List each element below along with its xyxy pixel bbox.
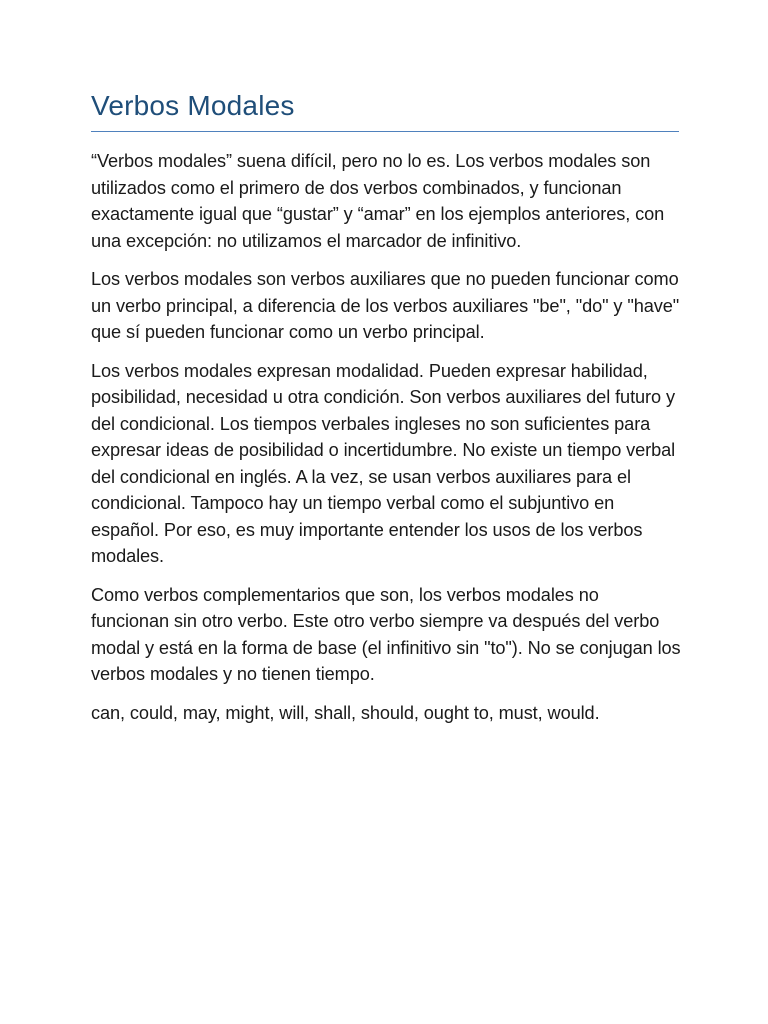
- title-underline: [91, 131, 679, 132]
- page-title: Verbos Modales: [91, 90, 295, 121]
- document-page: [91, 86, 681, 738]
- paragraph-modal-list: can, could, may, might, will, shall, should, ought to, must, would.: [91, 702, 600, 723]
- paragraph-modality: Los verbos modales expresan modalidad. Pueden expresar habilidad, posibilidad, necesidad u otra condición. Son verbos auxiliares del futuro y del condicional. Los tiempos verbales ingleses no son suficientes para expresar ideas de posibilidad o incertidumbre. No existe un tiempo verbal del condicional en inglés. A la vez, se usan verbos auxiliares para el condicional. Tampoco hay un tiempo verbal como el subjuntivo en español. Por eso, es muy importante entender los usos de los verbos modales.: [91, 360, 676, 566]
- paragraph-auxiliary: Los verbos modales son verbos auxiliares que no pueden funcionar como un verbo principal, a diferencia de los verbos auxiliares "be", "do" y "have" que sí pueden funcionar como un verbo principal.: [91, 269, 680, 342]
- paragraph-intro: “Verbos modales” suena difícil, pero no lo es. Los verbos modales son utilizados como el primero de dos verbos combinados, y funcionan exactamente igual que “gustar” y “amar” en los ejemplos anteriores, con una excepción: no utilizamos el marcador de infinitivo.: [91, 151, 665, 251]
- paragraph-complementary: Como verbos complementarios que son, los verbos modales no funcionan sin otro verbo. Este otro verbo siempre va después del verbo modal y está en la forma de base (el infinitivo sin "to"). No se conjugan los verbos modales y no tienen tiempo.: [91, 584, 681, 684]
